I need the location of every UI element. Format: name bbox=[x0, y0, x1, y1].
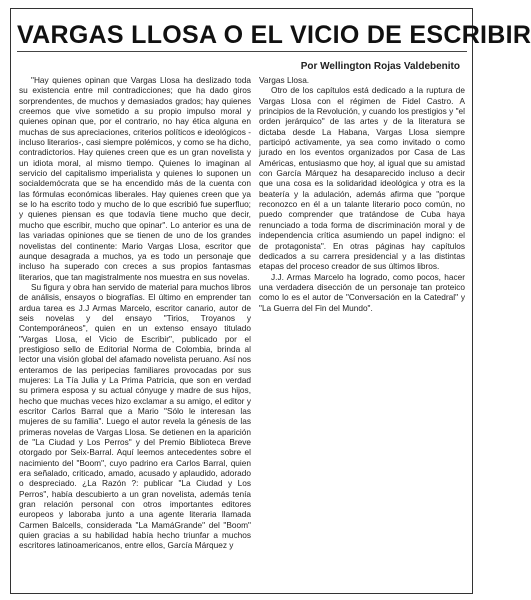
headline: VARGAS LLOSA O EL VICIO DE ESCRIBIR bbox=[17, 21, 531, 49]
paragraph: "Hay quienes opinan que Vargas Llosa ha deslizado toda su existencia entre mil contradicciones; que ha dado giros sorprendentes, de muchos y demasiados grados; hay quienes creemos que vive sometido a su propio impulso moral y quienes opinan que, por el contrario, no hay ética alguna en muchas de sus apreciaciones, criterios políticos e ideológicos - incluso literarios-, casi siempre polémicos, y como se ha dicho, contradictorios. Hay quienes creen que es un gran novelista y un idiota moral, al mismo tiempo. Quienes lo imaginan al servicio del capitalismo imperialista y quienes lo suponen un socialdemócrata que se ha encendido más de la cuenta con las fórmulas económicas liberales. Hay quienes creen que ya se lo ha escrito todo y mucho de lo que escribió fue superfluo; y quienes piensan es que todavía tiene mucho que decir, mucho que escribir, mucho que opinar". Lo anterior es una de las variadas opiniones que se tienen de uno de los grandes novelistas del continente: Mario Vargas Llosa, escritor que aunque desagrada a muchos, ya es todo un personaje que incluso ha superado con creces a sus propios fantasmas literarios, que tan magistralmente nos muestra en sus novelas. bbox=[19, 75, 251, 282]
left-column bbox=[19, 75, 251, 590]
paragraph: Vargas Llosa. bbox=[259, 75, 310, 85]
headline-rule bbox=[17, 51, 467, 52]
paragraph: Otro de los capítulos está dedicado a la ruptura de Vargas Llosa con el régimen de Fidel Castro. A principios de la Revolución, y cuando los prestigios y "el orden jerárquico" de las artes y de la literatura se dictaba desde La Habana, Vargas Llosa siempre participó activamente, ya sea como invitado o como jurado en los eventos organizados por Casa de Las Américas, entusiasmo que hoy, al igual que su amistad con García Márquez ha desaparecido incluso a decir que una cosa es la solidaridad ideológica y otra es la beatería y la adulación, además afirma que "porque reconozco en él a un talante literario poco común, no puedo comprender que tratándose de Cuba haya renunciado a toda forma de discriminación moral y de independencia crítica asumiendo un papel indigno: el de protagonista". En otras páginas hay capítulos dedicados a su carrera presidencial y a las distintas etapas del proceso creador de sus últimos libros. bbox=[259, 85, 465, 272]
paragraph: J.J. Armas Marcelo ha logrado, como pocos, hacer una verdadera disección de un personaje tan proteico como lo es el autor de "Conversación en la Catedral" y "La Guerra del Fin del Mundo". bbox=[259, 271, 465, 313]
byline: Por Wellington Rojas Valdebenito bbox=[300, 61, 460, 72]
right-column bbox=[259, 75, 465, 375]
paragraph: Su figura y obra han servido de material para muchos libros de análisis, ensayos o biografías. El último en emprender tan ardua tarea es J.J Armas Marcelo, escritor canario, autor de seis novelas y del ensayo "Tirios, Troyanos y Contemporáneos", quien en un extenso ensayo titulado "Vargas Llosa, el Vicio de Escribir", publicado por el prestigioso sello de Editorial Norma de Colombia, brinda al lector una visión global del afamado novelista peruano. Así nos enteramos de las peripecias familiares provocadas por sus mujeres: La Tía Julia y La Prima Patricia, que son en verdad su primera esposa y su actual cónyuge y madre de sus hijos, hecho que muchas veces hizo exclamar a su amigo, el editor y escritor Carlos Barral que a Mario "Sólo le interesan las mujeres de su familia". Luego el autor revela la génesis de las primeras novelas de Vargas Llosa. Se detienen en la aparición de "La Ciudad y Los Perros" y del Premio Biblioteca Breve otorgado por Seix-Barral. Aquí leemos antecedentes sobre el nacimiento del "Boom", cuyo padrino era Carlos Barral, quien era señalado, criticado, amado, acusado y aplaudido, adorado o despreciado. ¿La Razón ?: publicar "La Ciudad y Los Perros", había descubierto a un gran novelista, además tenía gran relación personal con otros importantes editores europeos y laboraba junto a una agente literaria llamada Carmen Balcells, considerada "La MamáGrande" del "Boom" quien gracias a su habilidad había hecho triunfar a muchos escritores latinoamericanos, entre ellos, García Márquez y bbox=[19, 281, 252, 551]
newspaper-clipping bbox=[10, 8, 531, 594]
